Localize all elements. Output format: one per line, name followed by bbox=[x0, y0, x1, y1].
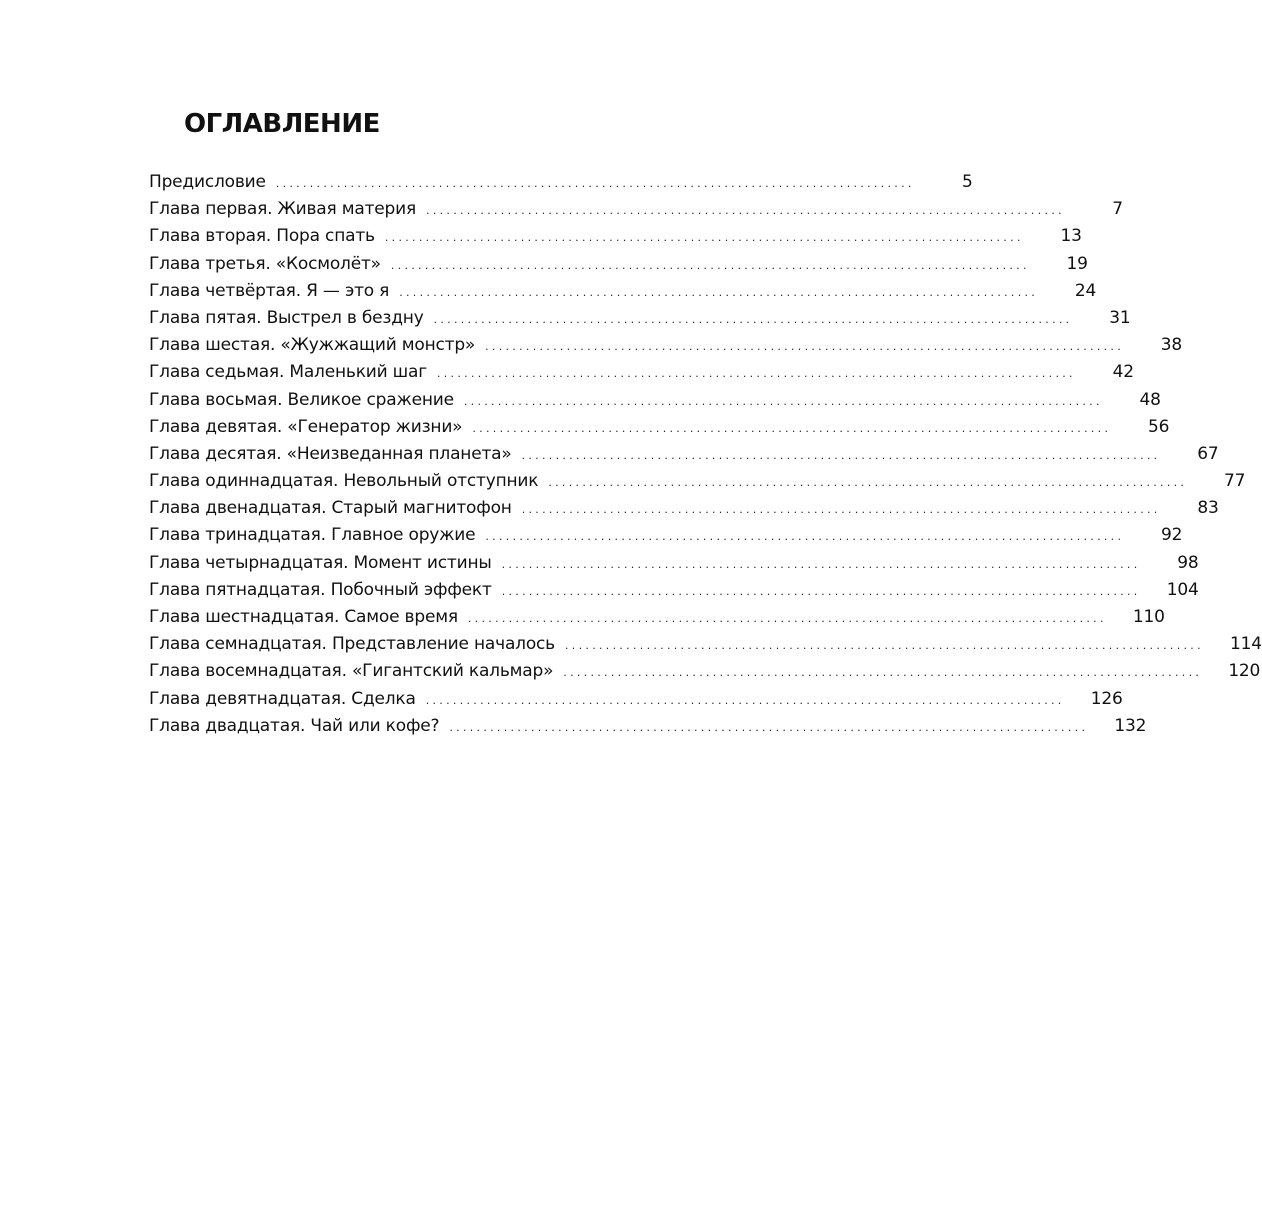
dot-leader: .............................................................................................. bbox=[485, 340, 1125, 354]
toc-entry-title: Глава восемнадцатая. «Гигантский кальмар» bbox=[149, 661, 554, 682]
toc-entry bbox=[149, 713, 1147, 740]
toc-entry-page-number: 92 bbox=[1161, 525, 1183, 546]
toc-entry-title: Глава пятнадцатая. Побочный эффект bbox=[149, 579, 492, 600]
toc-entry-page-number: 104 bbox=[1166, 579, 1199, 600]
toc-entry-page-number: 110 bbox=[1132, 607, 1165, 627]
toc-entry bbox=[149, 196, 1123, 223]
toc-entry-page-number: 19 bbox=[1066, 253, 1088, 274]
toc-entry-page-number: 48 bbox=[1139, 389, 1161, 410]
toc-entry-page-number: 132 bbox=[1114, 715, 1147, 736]
toc-entry-page-number: 114 bbox=[1230, 634, 1262, 655]
toc-entry bbox=[149, 468, 1246, 495]
toc-entry bbox=[149, 305, 1131, 332]
toc-entry-title: Глава тринадцатая. Главное оружие bbox=[149, 525, 476, 546]
dot-leader: .............................................................................................. bbox=[436, 367, 1076, 381]
dot-leader: .............................................................................................. bbox=[467, 612, 1107, 625]
toc-entry-page-number: 98 bbox=[1177, 552, 1199, 573]
toc-entry-title: Глава вторая. Пора спать bbox=[149, 226, 375, 247]
toc-entry-page-number: 83 bbox=[1197, 498, 1219, 519]
dot-leader: .............................................................................................. bbox=[521, 448, 1161, 462]
toc-entry bbox=[149, 577, 1199, 604]
toc-entry-page-number: 120 bbox=[1228, 661, 1261, 682]
toc-entry bbox=[149, 387, 1161, 414]
dot-leader: .............................................................................................. bbox=[565, 639, 1204, 653]
toc-entry-page-number: 7 bbox=[1112, 199, 1123, 220]
toc-entry bbox=[149, 631, 1262, 658]
toc-entry bbox=[149, 495, 1219, 522]
toc-entry-page-number: 31 bbox=[1109, 307, 1131, 328]
dot-leader: .............................................................................................. bbox=[501, 584, 1141, 598]
dot-leader: .............................................................................................. bbox=[463, 394, 1103, 408]
toc-entry bbox=[149, 686, 1123, 713]
toc-entry-title: Глава восьмая. Великое сражение bbox=[149, 389, 454, 410]
toc-entry-page-number: 77 bbox=[1224, 471, 1246, 492]
table-of-contents bbox=[149, 169, 1262, 740]
toc-entry-page-number: 38 bbox=[1160, 335, 1183, 356]
toc-entry-title: Глава десятая. «Неизведанная планета» bbox=[149, 443, 512, 464]
dot-leader: .............................................................................................. bbox=[426, 204, 1065, 218]
toc-entry-title: Глава девятая. «Генератор жизни» bbox=[149, 416, 463, 437]
toc-entry bbox=[149, 169, 973, 196]
toc-entry-title: Глава семнадцатая. Представление началось bbox=[149, 634, 556, 655]
toc-entry-page-number: 5 bbox=[962, 172, 973, 192]
toc-entry bbox=[149, 332, 1183, 359]
toc-entry bbox=[149, 278, 1097, 305]
dot-leader: .............................................................................................. bbox=[563, 666, 1203, 680]
toc-entry-title: Глава четвёртая. Я — это я bbox=[149, 280, 390, 301]
toc-entry bbox=[149, 550, 1199, 577]
dot-leader: .............................................................................................. bbox=[433, 312, 1073, 326]
toc-entry bbox=[149, 441, 1219, 468]
toc-entry-page-number: 13 bbox=[1060, 226, 1082, 247]
toc-entry-title: Глава двадцатая. Чай или кофе? bbox=[149, 715, 440, 736]
toc-entry-page-number: 126 bbox=[1090, 688, 1123, 709]
toc-entry-title: Глава первая. Живая материя bbox=[149, 199, 417, 220]
dot-leader: .............................................................................................. bbox=[501, 557, 1141, 571]
toc-entry bbox=[149, 223, 1082, 250]
dot-leader: .............................................................................................. bbox=[425, 693, 1065, 707]
toc-entry-title: Предисловие bbox=[149, 172, 266, 192]
toc-entry-title: Глава шестнадцатая. Самое время bbox=[149, 607, 458, 627]
toc-entry-title: Глава седьмая. Маленький шаг bbox=[149, 362, 427, 383]
toc-entry bbox=[149, 251, 1088, 278]
dot-leader: .............................................................................................. bbox=[472, 421, 1112, 435]
toc-entry-title: Глава пятая. Выстрел в бездну bbox=[149, 307, 424, 328]
toc-entry bbox=[149, 658, 1261, 685]
dot-leader: .............................................................................................. bbox=[384, 231, 1024, 245]
toc-entry-page-number: 56 bbox=[1148, 416, 1170, 437]
toc-entry-page-number: 67 bbox=[1197, 443, 1219, 464]
toc-entry bbox=[149, 604, 1165, 631]
toc-entry-title: Глава девятнадцатая. Сделка bbox=[149, 688, 416, 709]
dot-leader: .............................................................................................. bbox=[521, 503, 1161, 517]
dot-leader: .............................................................................................. bbox=[548, 476, 1188, 490]
toc-entry-title: Глава двенадцатая. Старый магнитофон bbox=[149, 498, 512, 519]
toc-entry-title: Глава третья. «Космолёт» bbox=[149, 253, 381, 274]
dot-leader: .............................................................................................. bbox=[390, 258, 1030, 272]
toc-entry-title: Глава одиннадцатая. Невольный отступник bbox=[149, 471, 539, 492]
page-title: ОГЛАВЛЕНИЕ bbox=[184, 109, 380, 139]
dot-leader: .............................................................................................. bbox=[485, 530, 1125, 544]
toc-entry bbox=[149, 359, 1134, 386]
toc-entry-title: Глава четырнадцатая. Момент истины bbox=[149, 552, 492, 573]
toc-entry bbox=[149, 414, 1170, 441]
dot-leader: .............................................................................................. bbox=[449, 720, 1089, 734]
toc-entry-page-number: 42 bbox=[1112, 362, 1134, 383]
dot-leader: .............................................................................................. bbox=[275, 177, 915, 190]
dot-leader: .............................................................................................. bbox=[399, 285, 1039, 299]
toc-entry-page-number: 24 bbox=[1074, 280, 1097, 301]
toc-entry bbox=[149, 522, 1183, 549]
toc-entry-title: Глава шестая. «Жужжащий монстр» bbox=[149, 335, 476, 356]
